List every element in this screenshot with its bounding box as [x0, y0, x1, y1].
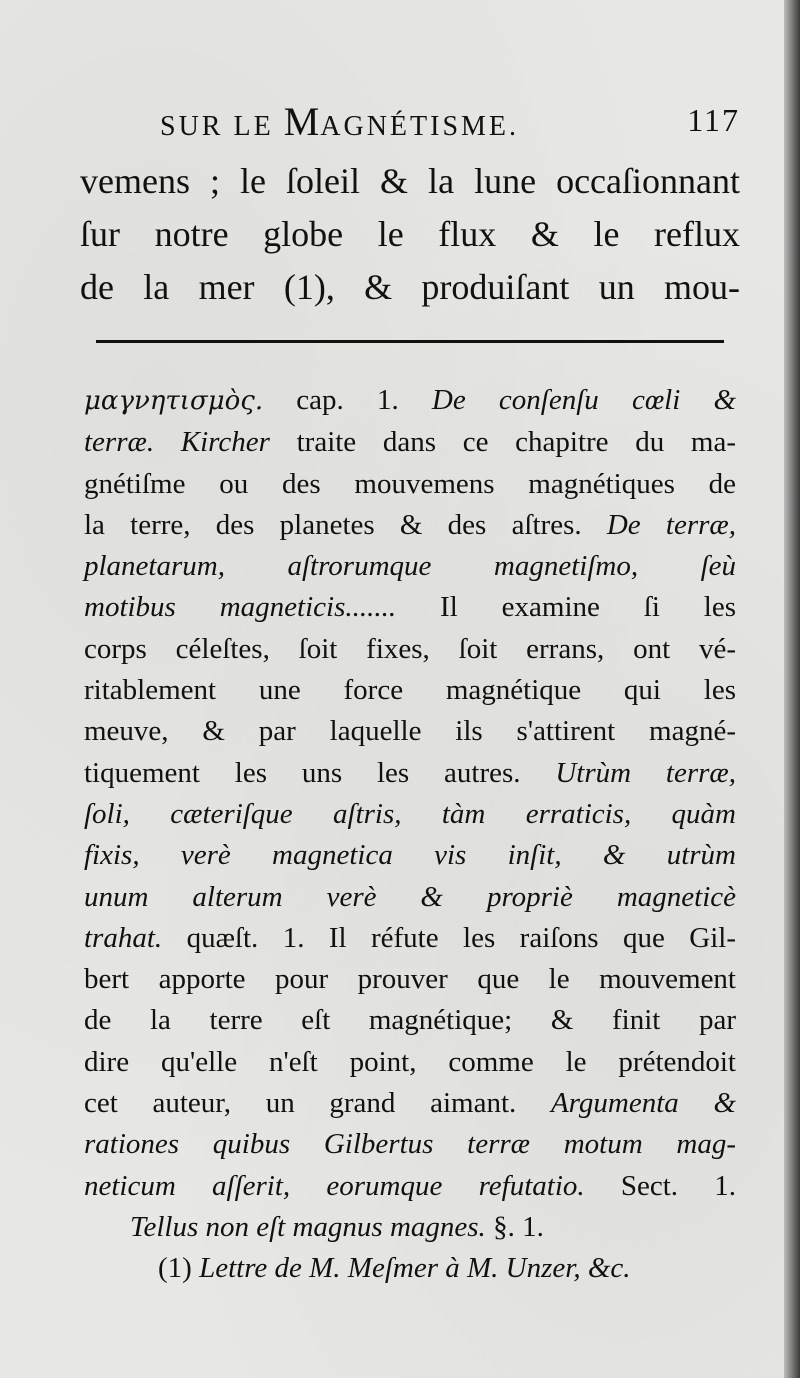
- footnote-line: dire qu'elle n'eſt point, comme le prétendoit: [84, 1045, 736, 1078]
- footnote-line: gnétiſme ou des mouvemens magnétiques de: [84, 467, 736, 500]
- footnote-line: de la terre eſt magnétique; & finit par: [84, 1004, 736, 1037]
- footnote-line: tiquement les uns les autres. Utrùm terræ,: [84, 756, 737, 789]
- footnote-line: corps céleſtes, ſoit fixes, ſoit errans, ont vé-: [84, 632, 736, 665]
- running-header: [160, 98, 740, 145]
- footnote-line: trahat. quæſt. 1. Il réfute les raiſons que Gil-: [84, 921, 737, 954]
- reference-footnote: (1) Lettre de M. Meſmer à M. Unzer, &c.: [158, 1252, 631, 1285]
- footnote-line: μαγνητισμὸς. cap. 1. De conſenſu cœli &: [84, 384, 737, 416]
- footnote-line: Tellus non eſt magnus magnes. §. 1.: [130, 1210, 544, 1243]
- text-line: de la mer (1), & produiſant un mou-: [80, 267, 740, 307]
- footnote-divider: [96, 340, 724, 343]
- footnote-line: terræ. Kircher traite dans ce chapitre du ma-: [84, 426, 736, 459]
- page-number: 117: [687, 102, 740, 138]
- footnote-line: ritablement une force magnétique qui les: [84, 674, 736, 707]
- footnote-line: neticum aſſerit, eorumque refutatio. Sect. 1.: [84, 1169, 736, 1202]
- running-title: SUR LE MAGNÉTISME.: [160, 99, 520, 144]
- text-line: ſur notre globe le flux & le reflux: [80, 214, 740, 254]
- footnote-line: planetarum, aſtrorumque magnetiſmo, ſeù: [84, 550, 736, 583]
- footnote-line: la terre, des planetes & des aſtres. De terræ,: [84, 508, 736, 541]
- main-text: [80, 155, 740, 314]
- footnote-line: bert apporte pour prouver que le mouvement: [84, 963, 736, 996]
- footnote-line: motibus magneticis....... Il examine ſi les: [84, 591, 737, 624]
- footnote-line: meuve, & par laquelle ils s'attirent magné-: [84, 715, 736, 748]
- footnote-line: ſoli, cæteriſque aſtris, tàm erraticis, quàm: [84, 797, 736, 830]
- footnote-line: cet auteur, un grand aimant. Argumenta &: [84, 1087, 737, 1120]
- text-line: vemens ; le ſoleil & la lune occaſionnant: [80, 161, 740, 201]
- footnote-line: fixis, verè magnetica vis inſit, & utrùm: [84, 839, 736, 872]
- page-edge-shadow: [784, 0, 800, 1378]
- footnote-line: rationes quibus Gilbertus terræ motum mag-: [84, 1128, 736, 1161]
- footnote-line: unum alterum verè & propriè magneticè: [84, 880, 736, 913]
- footnote: [84, 380, 736, 1290]
